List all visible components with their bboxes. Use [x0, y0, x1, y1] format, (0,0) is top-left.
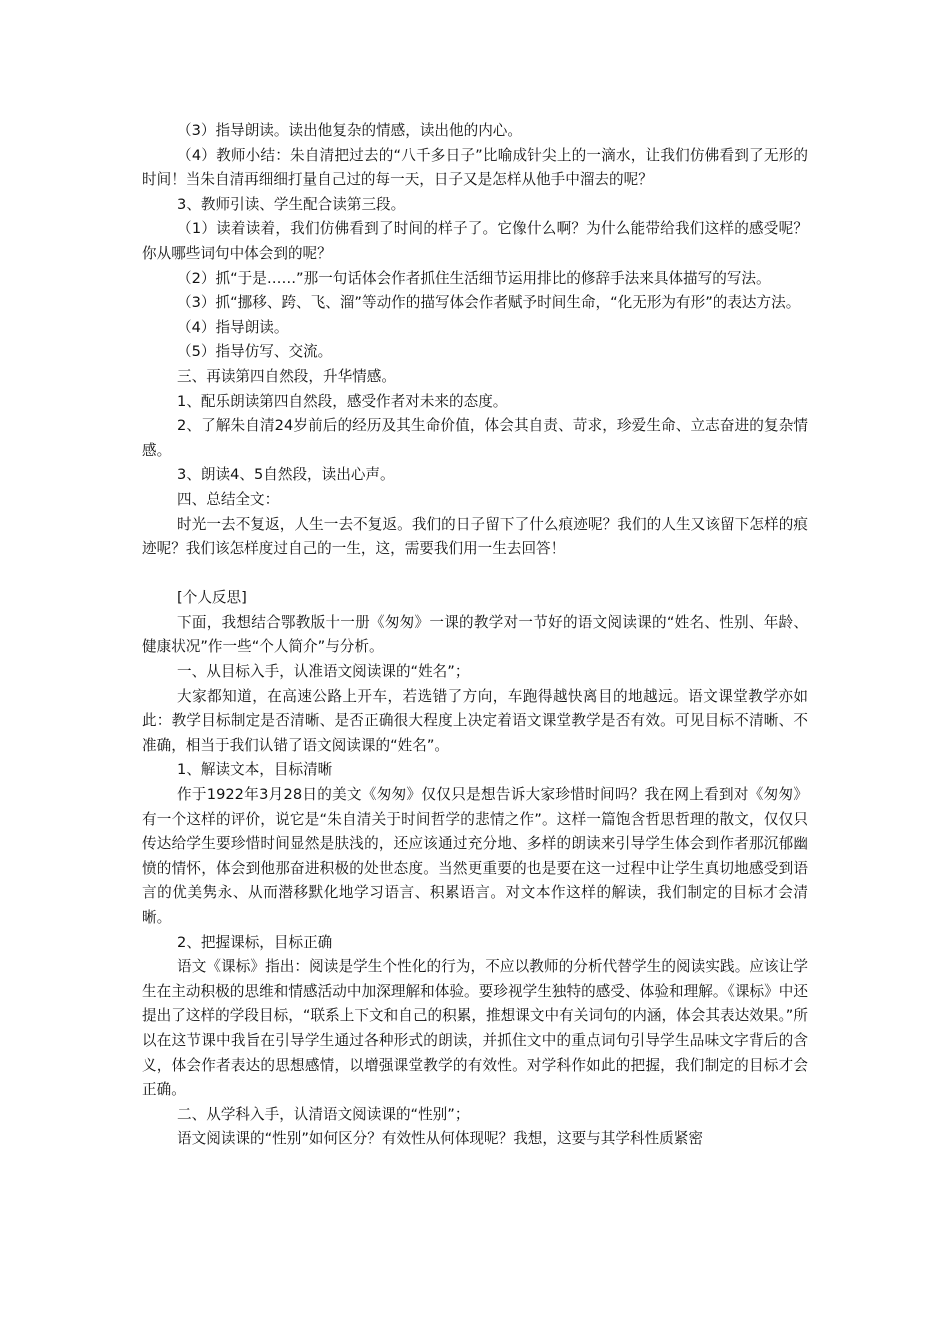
- reflection-paragraph: 语文阅读课的“性别”如何区分？有效性从何体现呢？我想，这要与其学科性质紧密: [177, 1130, 703, 1148]
- paragraph: （4）指导朗读。: [177, 318, 289, 336]
- blank-line: [142, 562, 808, 587]
- paragraph: （5）指导仿写、交流。: [177, 343, 333, 361]
- section-heading: 三、再读第四自然段，升华情感。: [177, 367, 396, 385]
- reflection-paragraph: 大家都知道，在高速公路上开车，若选错了方向，车跑得越快离目的地越远。语文课堂教学亦如此：教学目标制定是否清晰、是否正确很大程度上决定着语文课堂教学是否有效。可见目标不清晰、不准确，相当于我们认错了语文阅读课的“姓名”。: [142, 687, 808, 754]
- document-page: [142, 119, 808, 1152]
- paragraph: （3）抓“挪移、跨、飞、溜”等动作的描写体会作者赋予时间生命，“化无形为有形”的表达方法。: [177, 294, 801, 312]
- paragraph: （1）读着读着，我们仿佛看到了时间的样子了。它像什么啊？为什么能带给我们这样的感受呢？你从哪些词句中体会到的呢？: [142, 220, 808, 262]
- paragraph: 时光一去不复返，人生一去不复返。我们的日子留下了什么痕迹呢？我们的人生又该留下怎样的痕迹呢？我们该怎样度过自己的一生，这，需要我们用一生去回答！: [142, 515, 808, 558]
- reflection-section-heading: 一、从目标入手，认准语文阅读课的“姓名”；: [177, 663, 470, 681]
- reflection-paragraph: 语文《课标》指出：阅读是学生个性化的行为，不应以教师的分析代替学生的阅读实践。应该让学生在主动积极的思维和情感活动中加深理解和体验。要珍视学生独特的感受、体验和理解。《课标》中还提出了这样的学段目标，“联系上下文和自己的积累，推想课文中有关词句的内涵，体会其表达效果。”所以在这节课中我旨在引导学生通过各种形式的朗读，并抓住文中的重点词句引导学生品味文字背后的含义，体会作者表达的思想感情，以增强课堂教学的有效性。对学科作如此的把握，我们制定的目标才会正确。: [142, 958, 808, 1099]
- reflection-subheading: 1、解读文本，目标清晰: [177, 761, 333, 779]
- paragraph: 1、配乐朗读第四自然段，感受作者对未来的态度。: [177, 392, 508, 410]
- reflection-subheading: 2、把握课标，目标正确: [177, 933, 333, 951]
- paragraph: 2、了解朱自清24岁前后的经历及其生命价值，体会其自责、苛求，珍爱生命、立志奋进的复杂情感。: [142, 417, 808, 459]
- paragraph: （2）抓“于是……”那一句话体会作者抓住生活细节运用排比的修辞手法来具体描写的写法。: [177, 269, 771, 287]
- paragraph: （4）教师小结：朱自清把过去的“八千多日子”比喻成针尖上的一滴水，让我们仿佛看到了无形的时间！当朱自清再细细打量自己过的每一天，日子又是怎样从他手中溜去的呢？: [142, 146, 808, 189]
- reflection-paragraph: 作于1922年3月28日的美文《匆匆》仅仅只是想告诉大家珍惜时间吗？我在网上看到对《匆匆》有一个这样的评价，说它是“朱自清关于时间哲学的悲情之作”。这样一篇饱含哲思哲理的散文，仅仅只传达给学生要珍惜时间显然是肤浅的，还应该通过充分地、多样的朗读来引导学生体会到作者那沉郁幽愤的情怀，体会到他那奋进积极的处世态度。当然更重要的也是要在这一过程中让学生真切地感受到语言的优美隽永、从而潜移默化地学习语言、积累语言。对文本作这样的解读，我们制定的目标才会清晰。: [142, 786, 808, 926]
- reflection-section-heading: 二、从学科入手，认清语文阅读课的“性别”；: [177, 1105, 470, 1123]
- paragraph: （3）指导朗读。读出他复杂的情感，读出他的内心。: [177, 122, 522, 139]
- paragraph: 3、教师引读、学生配合读第三段。: [177, 195, 406, 213]
- paragraph: 3、朗读4、5自然段，读出心声。: [177, 466, 395, 484]
- section-heading: 四、总结全文：: [177, 490, 280, 508]
- reflection-paragraph: 下面，我想结合鄂教版十一册《匆匆》一课的教学对一节好的语文阅读课的“姓名、性别、年龄、健康状况”作一些“个人简介”与分析。: [142, 613, 808, 656]
- reflection-heading: [个人反思]: [177, 589, 247, 607]
